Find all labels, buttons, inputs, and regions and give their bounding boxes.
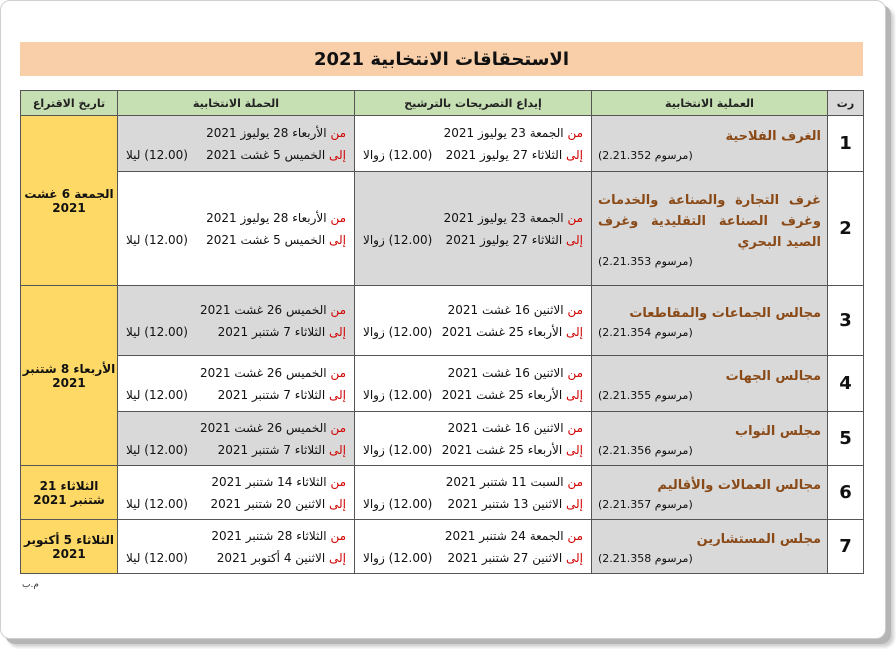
decree-number: (مرسوم 2.21.357): [598, 497, 693, 511]
filing-cell: [355, 286, 592, 356]
campaign-time: (12.00) ليلا: [126, 550, 188, 565]
from-label: من: [567, 125, 583, 140]
from-label: من: [567, 474, 583, 489]
row-number: 4: [828, 356, 864, 412]
operation-cell: [592, 286, 828, 356]
table-row: [21, 116, 864, 172]
from-label: من: [330, 474, 346, 489]
table-row: [21, 286, 864, 356]
filing-time: (12.00) زوالا: [363, 550, 433, 565]
campaign-cell: [118, 116, 355, 172]
to-label: إلى: [566, 496, 583, 511]
decree-number: (مرسوم 2.21.352): [598, 148, 693, 162]
filing-from: السبت 11 شتنبر 2021: [445, 474, 564, 489]
to-label: إلى: [329, 496, 346, 511]
header-num: رت: [828, 91, 864, 116]
campaign-time: (12.00) ليلا: [126, 147, 188, 162]
to-label: إلى: [329, 442, 346, 457]
filing-cell: [355, 412, 592, 466]
campaign-time: (12.00) ليلا: [126, 496, 188, 511]
to-label: إلى: [329, 232, 346, 247]
decree-number: (مرسوم 2.21.355): [598, 388, 693, 402]
campaign-to: الخميس 5 غشت 2021: [206, 232, 326, 247]
row-number: 1: [828, 116, 864, 172]
from-label: من: [567, 365, 583, 380]
header-operation: العملية الانتخابية: [592, 91, 828, 116]
campaign-from: الأربعاء 28 يوليوز 2021: [206, 125, 327, 140]
operation-cell: [592, 172, 828, 286]
from-label: من: [330, 125, 346, 140]
campaign-to: الخميس 5 غشت 2021: [206, 147, 326, 162]
operation-cell: [592, 466, 828, 520]
operation-name: مجلس المستشارين: [696, 531, 821, 547]
from-label: من: [567, 302, 583, 317]
operation-name: مجالس الجماعات والمقاطعات: [629, 305, 821, 321]
campaign-to: الاثنين 4 أكتوبر 2021: [216, 550, 326, 565]
elections-table: [20, 90, 864, 574]
campaign-cell: [118, 286, 355, 356]
filing-from: الاثنين 16 غشت 2021: [447, 365, 564, 380]
campaign-from: الثلاثاء 14 شتنبر 2021: [211, 474, 327, 489]
campaign-cell: [118, 356, 355, 412]
filing-to: الأربعاء 25 غشت 2021: [441, 324, 563, 339]
decree-number: (مرسوم 2.21.354): [598, 325, 693, 339]
campaign-cell: [118, 466, 355, 520]
from-label: من: [330, 302, 346, 317]
filing-time: (12.00) زوالا: [363, 232, 433, 247]
campaign-cell: [118, 172, 355, 286]
decree-number: (مرسوم 2.21.353): [598, 254, 693, 268]
filing-from: الجمعة 24 شتنبر 2021: [444, 528, 564, 543]
campaign-time: (12.00) ليلا: [126, 387, 188, 402]
table-row: [21, 412, 864, 466]
row-number: 2: [828, 172, 864, 286]
to-label: إلى: [329, 147, 346, 162]
campaign-from: الأربعاء 28 يوليوز 2021: [206, 210, 327, 225]
table-row: [21, 520, 864, 574]
from-label: من: [330, 210, 346, 225]
operation-name: الغرف الفلاحية: [725, 128, 821, 144]
decree-number: (مرسوم 2.21.358): [598, 551, 693, 565]
vote-date-cell: الجمعة 6 غشت 2021: [21, 116, 118, 286]
filing-time: (12.00) زوالا: [363, 442, 433, 457]
to-label: إلى: [566, 147, 583, 162]
row-number: 6: [828, 466, 864, 520]
page-title: الاستحقاقات الانتخابية 2021: [313, 48, 570, 70]
campaign-to: الاثنين 20 شتنبر 2021: [210, 496, 326, 511]
campaign-to: الثلاثاء 7 شتنبر 2021: [217, 442, 326, 457]
filing-to: الاثنين 27 شتنبر 2021: [447, 550, 563, 565]
decree-number: (مرسوم 2.21.356): [598, 443, 693, 457]
campaign-cell: [118, 412, 355, 466]
filing-from: الجمعة 23 يوليوز 2021: [443, 210, 564, 225]
row-number: 3: [828, 286, 864, 356]
campaign-from: الخميس 26 غشت 2021: [199, 302, 327, 317]
operation-cell: [592, 116, 828, 172]
filing-from: الاثنين 16 غشت 2021: [447, 420, 564, 435]
filing-cell: [355, 116, 592, 172]
header-vote-date: تاريخ الاقتراع: [21, 91, 118, 116]
from-label: من: [330, 365, 346, 380]
row-number: 7: [828, 520, 864, 574]
campaign-from: الثلاثاء 28 شتنبر 2021: [211, 528, 327, 543]
filing-to: الأربعاء 25 غشت 2021: [441, 387, 563, 402]
table-row: [21, 356, 864, 412]
from-label: من: [567, 420, 583, 435]
campaign-to: الثلاثاء 7 شتنبر 2021: [217, 324, 326, 339]
vote-date-cell: الثلاثاء 21 شتنبر 2021: [21, 466, 118, 520]
operation-cell: [592, 356, 828, 412]
to-label: إلى: [566, 324, 583, 339]
filing-from: الاثنين 16 غشت 2021: [447, 302, 564, 317]
filing-cell: [355, 520, 592, 574]
to-label: إلى: [329, 387, 346, 402]
footer-note: م.ب: [22, 580, 39, 590]
filing-time: (12.00) زوالا: [363, 387, 433, 402]
from-label: من: [567, 528, 583, 543]
to-label: إلى: [566, 442, 583, 457]
table-row: [21, 172, 864, 286]
from-label: من: [567, 210, 583, 225]
campaign-time: (12.00) ليلا: [126, 232, 188, 247]
filing-cell: [355, 466, 592, 520]
table-row: [21, 466, 864, 520]
to-label: إلى: [566, 550, 583, 565]
operation-name: مجالس الجهات: [725, 368, 821, 384]
operation-name: مجلس النواب: [735, 423, 821, 439]
filing-to: الأربعاء 25 غشت 2021: [441, 442, 563, 457]
campaign-from: الخميس 26 غشت 2021: [199, 420, 327, 435]
operation-name: مجالس العمالات والأقاليم: [657, 477, 821, 493]
to-label: إلى: [566, 387, 583, 402]
header-row: [21, 91, 864, 116]
to-label: إلى: [566, 232, 583, 247]
vote-date-cell: الثلاثاء 5 أكتوبر 2021: [21, 520, 118, 574]
vote-date-cell: الأربعاء 8 شتنبر 2021: [21, 286, 118, 466]
header-filing: إيداع التصريحات بالترشيح: [355, 91, 592, 116]
row-number: 5: [828, 412, 864, 466]
from-label: من: [330, 420, 346, 435]
campaign-time: (12.00) ليلا: [126, 324, 188, 339]
filing-to: الثلاثاء 27 يوليوز 2021: [445, 232, 563, 247]
campaign-time: (12.00) ليلا: [126, 442, 188, 457]
campaign-cell: [118, 520, 355, 574]
operation-cell: [592, 412, 828, 466]
from-label: من: [330, 528, 346, 543]
to-label: إلى: [329, 324, 346, 339]
filing-to: الاثنين 13 شتنبر 2021: [447, 496, 563, 511]
filing-cell: [355, 172, 592, 286]
filing-time: (12.00) زوالا: [363, 147, 433, 162]
filing-from: الجمعة 23 يوليوز 2021: [443, 125, 564, 140]
operation-cell: [592, 520, 828, 574]
campaign-to: الثلاثاء 7 شتنبر 2021: [217, 387, 326, 402]
filing-time: (12.00) زوالا: [363, 496, 433, 511]
filing-time: (12.00) زوالا: [363, 324, 433, 339]
operation-name: غرف التجارة والصناعة والخدمات وغرف الصناعة التقليدية وغرف الصيد البحري: [598, 192, 821, 250]
filing-cell: [355, 356, 592, 412]
filing-to: الثلاثاء 27 يوليوز 2021: [445, 147, 563, 162]
campaign-from: الخميس 26 غشت 2021: [199, 365, 327, 380]
header-campaign: الحملة الانتخابية: [118, 91, 355, 116]
title-banner: [20, 42, 863, 76]
to-label: إلى: [329, 550, 346, 565]
